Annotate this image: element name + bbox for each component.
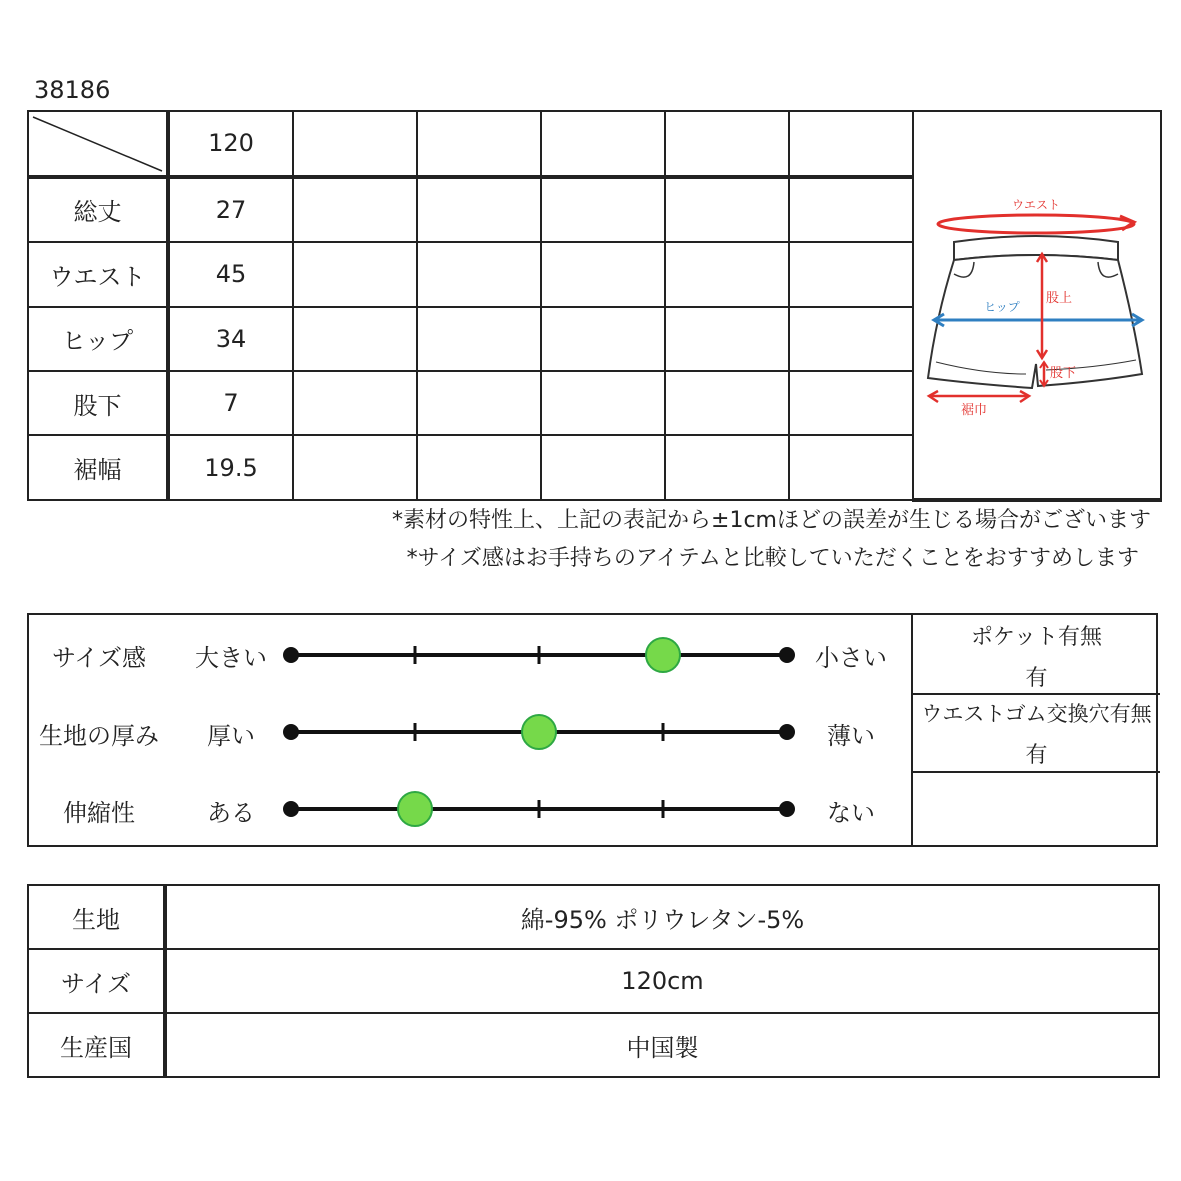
size-row-label: ヒップ xyxy=(28,307,168,371)
feel-panel xyxy=(27,613,1158,847)
pocket-value: 有 xyxy=(1025,666,1048,691)
size-value xyxy=(541,371,665,435)
info-row xyxy=(28,885,1159,949)
size-row-label: 股下 xyxy=(28,371,168,435)
scale-end-dot xyxy=(779,647,795,663)
size-value xyxy=(293,177,417,243)
feel-left-label: 厚い xyxy=(207,722,255,750)
size-value xyxy=(293,435,417,500)
scale-marker xyxy=(646,638,680,672)
size-header-cell xyxy=(665,111,789,177)
note-tolerance: *素材の特性上、上記の表記から±1cmほどの誤差が生じる場合がございます xyxy=(392,508,1151,533)
empty-side-cell xyxy=(911,771,1160,845)
size-value xyxy=(789,177,913,243)
size-value xyxy=(665,307,789,371)
size-value: 27 xyxy=(168,177,293,243)
shorts-diagram xyxy=(914,112,1158,498)
scale-end-dot xyxy=(283,724,299,740)
size-value xyxy=(789,435,913,500)
size-value: 45 xyxy=(168,242,293,306)
info-table xyxy=(27,884,1160,1078)
feel-label: サイズ感 xyxy=(51,644,147,672)
size-value xyxy=(541,435,665,500)
size-value xyxy=(417,435,541,500)
size-value xyxy=(789,242,913,306)
size-value xyxy=(417,177,541,243)
size-value xyxy=(417,242,541,306)
diagonal-line xyxy=(29,113,166,174)
size-value xyxy=(665,242,789,306)
size-value: 19.5 xyxy=(168,435,293,500)
feel-right-label: 小さい xyxy=(815,644,887,672)
size-value xyxy=(293,371,417,435)
size-value xyxy=(417,371,541,435)
info-row xyxy=(28,949,1159,1013)
feel-right-label: ない xyxy=(827,799,875,827)
size-value: 34 xyxy=(168,307,293,371)
feel-right-label: 薄い xyxy=(827,722,875,750)
corner-cell xyxy=(28,111,168,177)
scale-marker xyxy=(522,715,556,749)
scale-end-dot xyxy=(779,724,795,740)
scale-marker xyxy=(398,792,432,826)
pocket-title: ポケット有無 xyxy=(971,625,1102,650)
product-code: 38186 xyxy=(34,76,111,104)
size-header-cell xyxy=(293,111,417,177)
size-value xyxy=(293,242,417,306)
elastic-title: ウエストゴム交換穴有無 xyxy=(921,702,1152,726)
size-value xyxy=(665,371,789,435)
shorts-diagram-cell xyxy=(913,111,1161,500)
info-value: 中国製 xyxy=(165,1013,1159,1077)
size-value xyxy=(665,435,789,500)
feel-left-label: 大きい xyxy=(195,644,267,672)
feel-label: 生地の厚み xyxy=(39,722,159,750)
diagram-label-inseam: 股下 xyxy=(1050,366,1077,381)
feel-left-label: ある xyxy=(207,799,255,827)
size-row-label: 総丈 xyxy=(28,177,168,243)
size-header-cell xyxy=(417,111,541,177)
size-value xyxy=(541,177,665,243)
feel-scales xyxy=(29,615,909,845)
size-row-label: 裾幅 xyxy=(28,435,168,500)
info-label: 生地 xyxy=(28,885,165,949)
feel-label: 伸縮性 xyxy=(63,799,135,827)
info-row xyxy=(28,1013,1159,1077)
note-compare: *サイズ感はお手持ちのアイテムと比較していただくことをおすすめします xyxy=(406,546,1139,571)
info-label: サイズ xyxy=(28,949,165,1013)
size-header-cell xyxy=(541,111,665,177)
size-header-cell xyxy=(789,111,913,177)
diagram-label-hip: ヒップ xyxy=(984,300,1020,314)
size-value xyxy=(541,242,665,306)
size-value xyxy=(417,307,541,371)
size-row-label: ウエスト xyxy=(28,242,168,306)
size-header-cell: 120 xyxy=(168,111,293,177)
info-value: 綿-95% ポリウレタン-5% xyxy=(165,885,1159,949)
size-value xyxy=(293,307,417,371)
size-table xyxy=(27,110,1162,502)
scale-end-dot xyxy=(283,801,299,817)
diagram-label-rise: 股上 xyxy=(1046,291,1073,306)
pocket-cell xyxy=(911,615,1160,693)
size-value xyxy=(789,371,913,435)
size-value xyxy=(789,307,913,371)
size-value xyxy=(541,307,665,371)
diagram-label-waist: ウエスト xyxy=(1011,198,1061,212)
info-value: 120cm xyxy=(165,949,1159,1013)
elastic-value: 有 xyxy=(1025,743,1048,768)
size-value xyxy=(665,177,789,243)
info-label: 生産国 xyxy=(28,1013,165,1077)
elastic-cell xyxy=(911,693,1160,771)
size-value: 7 xyxy=(168,371,293,435)
scale-end-dot xyxy=(779,801,795,817)
size-header-row xyxy=(28,111,1161,177)
scale-end-dot xyxy=(283,647,299,663)
diagram-label-hem: 裾巾 xyxy=(960,403,988,418)
